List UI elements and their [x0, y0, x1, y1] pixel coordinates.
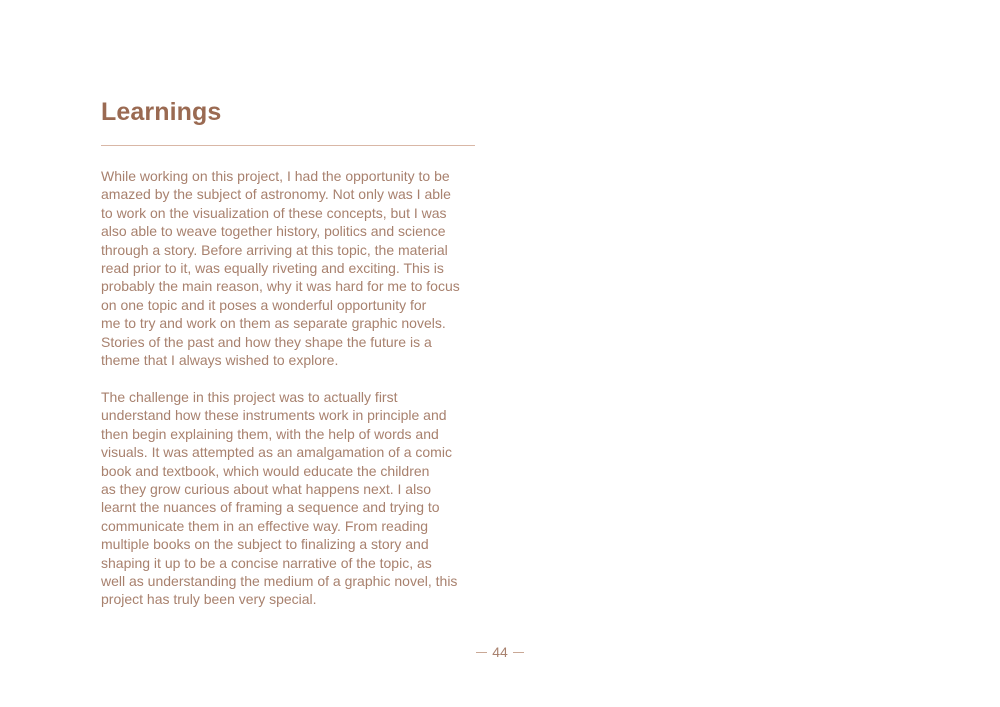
folio-dash-left [476, 652, 487, 653]
paragraph-line: visuals. It was attempted as an amalgamation of a comic [101, 444, 452, 461]
paragraph-line: Stories of the past and how they shape the future is a [101, 333, 432, 350]
paragraph-line: as they grow curious about what happens next. I also [101, 481, 431, 498]
paragraph-line: communicate them in an effective way. From reading [101, 517, 429, 534]
paragraph-2 [101, 388, 491, 609]
page-title: Learnings [101, 98, 222, 126]
paragraph-line: While working on this project, I had the opportunity to be [101, 168, 450, 184]
paragraph-line: amazed by the subject of astronomy. Not only was I able [101, 186, 451, 203]
paragraph-line: shaping it up to be a concise narrative of the topic, as [101, 554, 432, 571]
folio-dash-right [513, 652, 524, 653]
paragraph-line: project has truly been very special. [101, 591, 317, 608]
paragraph-line: also able to weave together history, politics and science [101, 223, 446, 240]
paragraph-line: well as understanding the medium of a graphic novel, this [101, 573, 458, 590]
paragraph-line: learnt the nuances of framing a sequence and trying to [101, 499, 440, 516]
paragraph-line: to work on the visualization of these concepts, but I was [101, 204, 447, 221]
paragraph-line: read prior to it, was equally riveting and exciting. This is [101, 260, 444, 277]
paragraph-line: multiple books on the subject to finalizing a story and [101, 536, 429, 553]
page-number: 44 [492, 644, 508, 660]
paragraph-line: on one topic and it poses a wonderful opportunity for [101, 296, 427, 313]
paragraph-1 [101, 167, 491, 369]
paragraph-line: through a story. Before arriving at this topic, the material [101, 241, 448, 258]
paragraph-line: theme that I always wished to explore. [101, 352, 339, 369]
paragraph-line: probably the main reason, why it was hard for me to focus [101, 278, 460, 295]
paragraph-line: book and textbook, which would educate the children [101, 462, 430, 479]
paragraph-line: then begin explaining them, with the help of words and [101, 425, 439, 442]
title-divider [101, 145, 475, 146]
paragraph-line: understand how these instruments work in principle and [101, 407, 447, 424]
paragraph-line: me to try and work on them as separate graphic novels. [101, 315, 446, 332]
paragraph-line: The challenge in this project was to actually first [101, 389, 398, 405]
page-number-footer [0, 642, 1000, 662]
